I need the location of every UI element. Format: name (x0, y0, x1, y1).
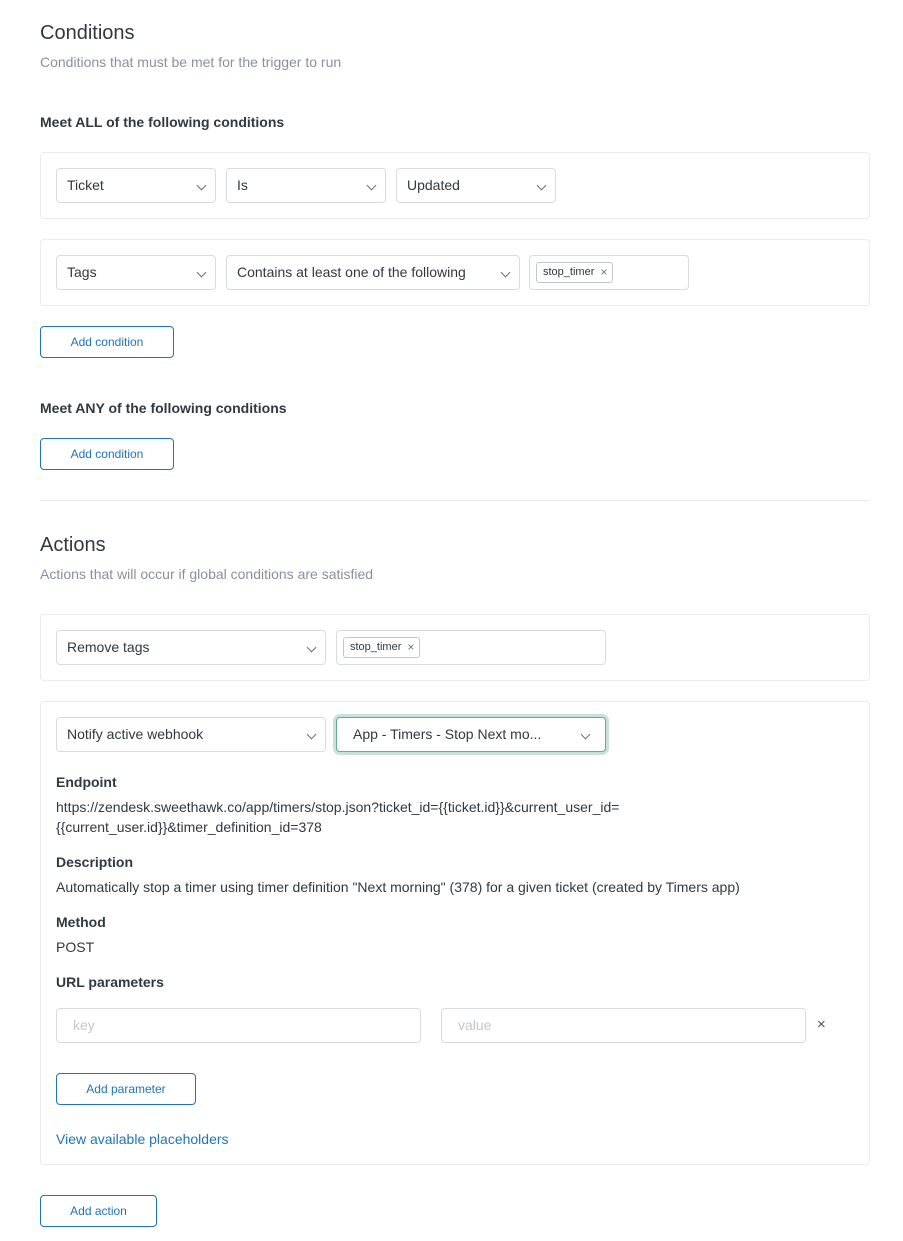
endpoint-label: Endpoint (56, 774, 117, 790)
conditions-subtitle: Conditions that must be met for the trigger to run (40, 54, 342, 70)
remove-param-icon[interactable]: × (817, 1016, 826, 1033)
tag-remove-icon[interactable]: × (600, 265, 608, 279)
method-value: POST (56, 939, 95, 955)
select-value: Remove tags (67, 639, 150, 655)
action-row (40, 614, 870, 681)
tags-input[interactable] (336, 630, 606, 665)
condition-operator-select[interactable] (226, 255, 520, 290)
view-placeholders-link[interactable]: View available placeholders (56, 1131, 229, 1147)
webhook-select[interactable] (336, 717, 606, 752)
meet-any-heading: Meet ANY of the following conditions (40, 400, 287, 416)
webhook-action-panel (40, 701, 870, 1165)
url-parameters-label: URL parameters (56, 974, 164, 990)
select-value: Updated (407, 177, 460, 193)
select-value: Tags (67, 264, 97, 280)
param-key-input[interactable]: key (56, 1008, 421, 1043)
chevron-down-icon (367, 181, 377, 191)
tags-input[interactable] (529, 255, 689, 290)
chevron-down-icon (501, 268, 511, 278)
tag-remove-icon[interactable]: × (407, 640, 415, 654)
endpoint-line2: {{current_user.id}}&timer_definition_id=378 (56, 819, 322, 835)
description-text: Automatically stop a timer using timer definition "Next morning" (378) for a given ticket (created by Timers app) (56, 879, 740, 895)
select-value: Ticket (67, 177, 104, 193)
condition-field-select[interactable] (56, 255, 216, 290)
conditions-title: Conditions (40, 22, 135, 44)
select-value: Contains at least one of the following (237, 264, 466, 280)
add-parameter-button[interactable]: Add parameter (56, 1073, 196, 1105)
select-value: Is (237, 177, 248, 193)
chevron-down-icon (197, 268, 207, 278)
action-field-select[interactable] (56, 630, 326, 665)
tag-chip (343, 637, 420, 658)
actions-subtitle: Actions that will occur if global conditions are satisfied (40, 566, 374, 582)
section-divider (40, 500, 870, 501)
condition-row (40, 152, 870, 219)
add-condition-all-button[interactable]: Add condition (40, 326, 174, 358)
param-value-input[interactable]: value (441, 1008, 806, 1043)
chevron-down-icon (537, 181, 547, 191)
select-value: App - Timers - Stop Next mo... (353, 726, 542, 742)
condition-field-select[interactable] (56, 168, 216, 203)
condition-value-select[interactable] (396, 168, 556, 203)
description-label: Description (56, 854, 134, 870)
endpoint-line1: https://zendesk.sweethawk.co/app/timers/stop.json?ticket_id={{ticket.id}}&current_user_id= (56, 799, 620, 815)
action-field-select[interactable] (56, 717, 326, 752)
method-label: Method (56, 914, 106, 930)
tag-label: stop_timer (543, 266, 595, 278)
chevron-down-icon (307, 730, 317, 740)
condition-row (40, 239, 870, 306)
meet-all-heading: Meet ALL of the following conditions (40, 114, 285, 130)
chevron-down-icon (581, 730, 591, 740)
tag-label: stop_timer (350, 641, 402, 653)
add-action-button[interactable]: Add action (40, 1195, 157, 1227)
add-condition-any-button[interactable]: Add condition (40, 438, 174, 470)
actions-title: Actions (40, 534, 106, 556)
chevron-down-icon (197, 181, 207, 191)
chevron-down-icon (307, 643, 317, 653)
select-value: Notify active webhook (67, 726, 204, 742)
condition-operator-select[interactable] (226, 168, 386, 203)
tag-chip (536, 262, 613, 283)
